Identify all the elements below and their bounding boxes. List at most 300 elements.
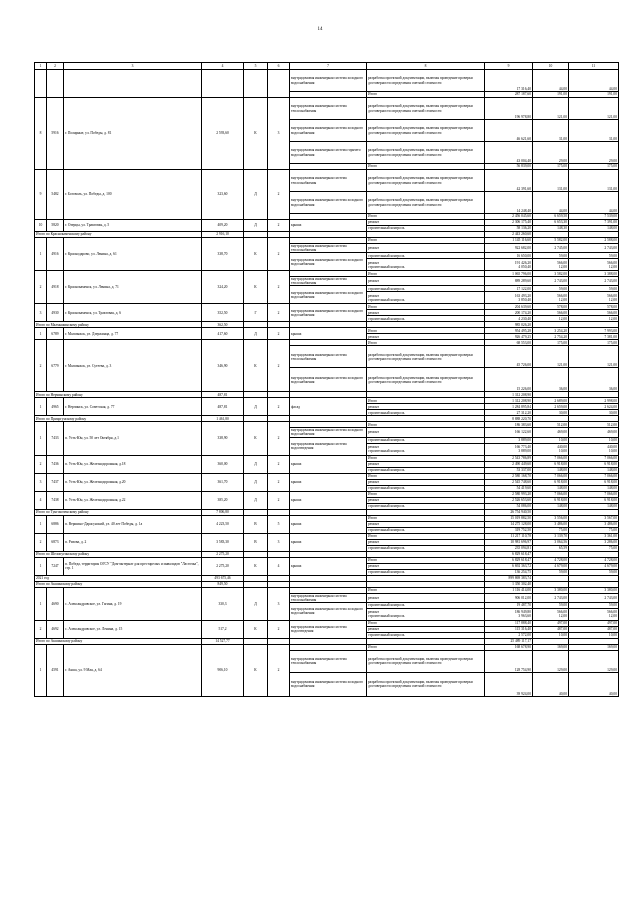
table-cell: ремонт строительный контроль — [367, 608, 485, 620]
table-cell: 36,00 — [569, 368, 619, 392]
table-cell: ремонт — [367, 404, 485, 410]
table-cell: 121,00 — [569, 98, 619, 120]
table-cell: 4930 — [47, 304, 64, 322]
table-cell: г. Малмыжск, ул. Дзержинца, д. 77 — [64, 328, 202, 340]
table-cell: 922 682,00 — [485, 244, 533, 253]
header-cell: 4 — [202, 63, 244, 70]
table-cell: 117 888,40 — [485, 620, 533, 626]
table-cell: 186 383,60 — [485, 422, 533, 428]
table-cell: 7438 — [47, 491, 64, 509]
table-cell: г. Краснокаменск, ул. Ленина, д. 71 — [64, 271, 202, 304]
table-cell: 2 — [268, 455, 290, 473]
table-cell: 3 064,56 — [533, 539, 569, 545]
table-cell: 2 — [35, 340, 47, 392]
table-cell: 42 391,60 — [485, 170, 533, 192]
table-cell: К — [244, 98, 268, 170]
table-cell: г. Краснокаменск, ул. Трактовая, д. 6 — [64, 304, 202, 322]
table-cell: 7433 — [47, 422, 64, 455]
table-cell: 10,00 — [569, 632, 619, 638]
table-cell: 2 743,00 — [569, 593, 619, 602]
table-cell: 3 380,00 — [533, 587, 569, 593]
table-cell: 168 678,90 — [485, 644, 533, 650]
table-cell: 469,00 — [533, 428, 569, 437]
table-cell: 497,00 — [569, 620, 619, 626]
table-cell: 6 918,00 — [533, 479, 569, 485]
table-cell: 1 — [35, 328, 47, 340]
table-cell: внутридомовая инженерная система холодного водоснабжения — [290, 286, 367, 304]
table-cell: 44,00 — [533, 192, 569, 214]
table-cell: 4918 — [47, 271, 64, 304]
table-cell: г. Акша, ул. 9 Мая, д. 64 — [64, 644, 202, 696]
table-cell: ремонт — [367, 593, 485, 602]
table-cell: 512,00 — [533, 422, 569, 428]
table-cell: внутридомовая инженерная система теплоснабжения — [290, 170, 367, 192]
table-cell: 1 065 796,00 — [485, 271, 533, 277]
table-cell: 204 639,60 — [485, 304, 533, 310]
header-cell: 7 — [290, 63, 367, 70]
table-cell: крыша — [290, 220, 367, 232]
table-cell: 6 653,30 — [533, 220, 569, 226]
table-cell: 2 — [268, 473, 290, 491]
table-cell: 148,30 — [533, 226, 569, 232]
table-cell: 487,00 — [533, 626, 569, 632]
table-cell: 175,00 — [533, 340, 569, 346]
table-cell: 360,00 — [202, 455, 244, 473]
table-cell: 2 — [268, 170, 290, 220]
header-cell: 11 — [569, 63, 619, 70]
table-cell: ремонт — [367, 428, 485, 437]
table-cell: 3 — [268, 98, 290, 170]
table-cell: Итого — [367, 164, 485, 170]
table-cell: 578,00 — [569, 304, 619, 310]
table-cell: 6886 — [47, 515, 64, 533]
header-cell: 1 — [35, 63, 47, 70]
table-cell: с. Александровское, ул. Ленина, д. 15 — [64, 620, 202, 638]
table-cell: 15 019 882,50 — [485, 515, 533, 521]
table-cell: 45 726,00 — [485, 346, 533, 368]
table-cell: внутридомовая инженерная система теплоснабжения — [290, 244, 367, 253]
table-cell: внутридомовая инженерная система теплоснабжения — [290, 98, 367, 120]
table-cell: строительный контроль — [367, 316, 485, 322]
table-cell: 10,00 — [569, 437, 619, 443]
table-cell: 129,00 — [569, 650, 619, 672]
table-cell: 2 490 449,60 — [485, 461, 533, 467]
header-cell: 2 — [47, 63, 64, 70]
table-cell: внутридомовая инженерная система холодного водоснабжения — [290, 70, 367, 92]
table-cell: 409,20 — [202, 220, 244, 232]
table-cell: Итого — [367, 455, 485, 461]
table-cell: 6779 — [47, 340, 64, 392]
table-cell: 29,00 — [569, 142, 619, 164]
table-cell: Итого по Акшинскому району — [35, 581, 202, 587]
table-cell: 6 829 618,47 — [485, 551, 533, 557]
table-cell: ремонт — [367, 277, 485, 286]
table-cell: 1 — [35, 515, 47, 533]
table-cell: К — [244, 620, 268, 638]
table-cell: ремонт — [367, 479, 485, 485]
table-cell: 1 — [35, 557, 47, 575]
table-cell: г. Полярные, ул. Победы, д. 81 — [64, 98, 202, 170]
table-cell: крыша — [290, 557, 367, 575]
table-cell: 5820 — [47, 220, 64, 232]
table-cell: 487,00 — [569, 626, 619, 632]
table-cell: ремонт — [367, 626, 485, 632]
table-cell: 29,00 — [533, 142, 569, 164]
table-row — [35, 170, 619, 192]
table-cell: 3 889,00 — [485, 437, 533, 443]
table-cell: Итого по Малмыжинскому району — [35, 322, 202, 328]
table-cell — [64, 70, 202, 98]
table-cell: Итого — [367, 644, 485, 650]
table-cell: г. Озерцы, ул. Трактовая, д. 5 — [64, 220, 202, 232]
table-cell: 2 659,00 — [533, 404, 569, 410]
table-cell: разработка проектной документации, включая проведение проверки достоверности определения сметной стоимости — [367, 170, 485, 192]
table-cell: К — [244, 644, 268, 696]
table-cell: В — [244, 533, 268, 551]
table-cell: внутридомовая инженерная система холодного водоснабжения — [290, 428, 367, 437]
table-cell: 7 381,00 — [569, 334, 619, 340]
table-cell: 2021 год — [35, 575, 202, 581]
table-cell: 6 918,00 — [569, 479, 619, 485]
table-cell: 148,00 — [533, 503, 569, 509]
table-cell: строительный контроль — [367, 467, 485, 473]
table-cell: 6873 — [47, 533, 64, 551]
table-cell: крыша — [290, 455, 367, 473]
table-cell: 954 495,28 — [485, 328, 533, 334]
table-cell — [268, 70, 290, 98]
table-cell: 497,00 — [533, 620, 569, 626]
table-cell: 2 306 175,40 — [485, 220, 533, 226]
table-cell: строительный контроль — [367, 503, 485, 509]
table-cell: 4 223,50 — [202, 515, 244, 533]
table-cell: 2 526 653,60 — [485, 497, 533, 503]
table-cell: 169,00 — [533, 644, 569, 650]
table-cell: Итого — [367, 491, 485, 497]
table-cell: 512,00 — [569, 422, 619, 428]
repair-register-table — [34, 62, 619, 697]
table-cell: 44,00 — [533, 70, 569, 92]
table-cell: 10,00 — [533, 437, 569, 443]
table-cell: фасад — [290, 398, 367, 416]
table-cell: 30,00 — [569, 410, 619, 416]
table-cell: 469,00 — [569, 428, 619, 437]
table-cell: г. Боговоль, ул. Победы, д. 100 — [64, 170, 202, 220]
table-cell: Итого — [367, 238, 485, 244]
table-cell: 75,00 — [569, 527, 619, 533]
table-cell: 75,00 — [569, 545, 619, 551]
table-cell: 2 545 748,60 — [485, 479, 533, 485]
table-cell: строительный контроль — [367, 286, 485, 292]
table-cell: 1 145 116,60 — [485, 238, 533, 244]
table-cell: ремонт — [367, 310, 485, 316]
table-cell: внутридомовая инженерная система холодного водоснабжения — [290, 602, 367, 620]
table-cell: 15 226,00 — [485, 368, 533, 392]
table-cell: 4916 — [47, 238, 64, 271]
table-cell: 4 728,00 — [533, 557, 569, 563]
table-cell: 2 — [268, 491, 290, 509]
table-cell: разработка проектной документации, включая проведение проверки достоверности определения сметной стоимости — [367, 672, 485, 696]
table-cell: ремонт — [367, 521, 485, 527]
table-cell: 36,00 — [533, 368, 569, 392]
table-cell: крыша — [290, 473, 367, 491]
table-cell: Итого — [367, 533, 485, 539]
table-cell: 487,81 — [202, 398, 244, 416]
table-cell: 2 588,00 — [569, 238, 619, 244]
table-cell: 1 — [35, 644, 47, 696]
table-cell: 4 — [268, 557, 290, 575]
table-cell: ремонт — [367, 563, 485, 569]
table-cell: 440,00 10,00 — [533, 443, 569, 455]
table-cell: 7 391,00 — [569, 220, 619, 226]
table-cell: 2 745,00 — [533, 244, 569, 253]
table-cell: 136 254,75 — [485, 569, 533, 575]
table-cell: 3 582,00 — [533, 271, 569, 277]
table-cell: 128 754,90 — [485, 650, 533, 672]
table-cell: 235 094,81 — [485, 545, 533, 551]
table-cell: 148,00 — [569, 485, 619, 491]
table-cell: 54 419,60 — [485, 485, 533, 491]
table-cell: г. Малмыжск, ул. Сутеева, д. 3 — [64, 340, 202, 392]
table-cell: ремонт — [367, 497, 485, 503]
table-cell: 849,50 — [202, 581, 244, 587]
table-cell: 4690 — [47, 587, 64, 620]
table-cell: 1 — [35, 238, 47, 271]
table-cell: 17 316,40 — [485, 70, 533, 92]
table-cell: Итого — [367, 473, 485, 479]
table-cell: 440,00 10,00 — [569, 443, 619, 455]
table-cell: 59,00 — [533, 253, 569, 259]
table-cell: 2 743,00 — [533, 593, 569, 602]
table-cell: г. Нерчинск, ул. Советская, д. 77 — [64, 398, 202, 416]
table-cell: 196 978,80 — [485, 98, 533, 120]
table-cell: 1 284 895,84 — [485, 404, 533, 410]
table-cell: Итого — [367, 557, 485, 563]
table-cell — [47, 70, 64, 98]
table-cell: п. Усть-Юн, ул. Железнодорожная, д.22 — [64, 491, 202, 509]
table-cell: 2 743,00 — [569, 244, 619, 253]
table-cell: 2 — [35, 271, 47, 304]
table-cell: 7 066,00 — [569, 491, 619, 497]
table-cell: ремонт — [367, 220, 485, 226]
table-cell: 186 949,80 3 963,60 — [485, 608, 533, 620]
table-cell: строительный контроль — [367, 632, 485, 638]
table-cell: 11 217 110,78 — [485, 533, 533, 539]
table-cell: разработка проектной документации, включая проведение проверки достоверности определения сметной стоимости — [367, 120, 485, 142]
table-cell: 330,3 — [202, 587, 244, 620]
table-cell: внутридомовая инженерная система холодного водоснабжения — [290, 120, 367, 142]
table-cell: 1 461,80 — [202, 416, 244, 422]
table-cell: 2 — [268, 422, 290, 455]
table-cell: 46 621,60 — [485, 120, 533, 142]
table-cell: строительный контроль — [367, 437, 485, 443]
table-cell: 4591 — [47, 644, 64, 696]
table-cell: 175,00 — [533, 164, 569, 170]
table-cell: Итого — [367, 271, 485, 277]
table-cell: внутридомовая инженерная система теплоснабжения — [290, 650, 367, 672]
table-cell: 4 679,00 — [569, 563, 619, 569]
table-cell: 59,00 — [569, 569, 619, 575]
header-cell: 9 — [485, 63, 533, 70]
header-cell: 10 — [533, 63, 569, 70]
table-cell: 926 479,25 — [485, 334, 533, 340]
table-cell: 19 487,70 — [485, 602, 533, 608]
table-cell: строительный контроль — [367, 569, 485, 575]
table-cell: Итого — [367, 587, 485, 593]
table-cell: Д — [244, 220, 268, 232]
table-cell: ремонт строительный контроль — [367, 292, 485, 304]
table-cell: 39 924,00 — [485, 672, 533, 696]
table-cell: 14 248,40 — [485, 192, 533, 214]
table-cell: 5 — [268, 515, 290, 533]
table-cell: 59,00 — [533, 602, 569, 608]
table-cell: Итого по Краснокаменскому району — [35, 232, 202, 238]
table-cell: К — [244, 271, 268, 304]
page-number: 14 — [317, 27, 323, 32]
table-cell: Итого — [367, 304, 485, 310]
table-cell: 7 066,00 — [569, 473, 619, 479]
table-cell: 7 066,00 — [533, 455, 569, 461]
table-cell: крыша — [290, 491, 367, 509]
table-cell: 30,00 — [533, 410, 569, 416]
table-cell: 361,70 — [202, 473, 244, 491]
table-cell: 68 553,00 — [485, 340, 533, 346]
table-row — [35, 304, 619, 310]
table-cell: 985 026,20 — [485, 322, 533, 328]
table-cell: 323,60 — [202, 170, 244, 220]
table-cell: 75,00 — [533, 527, 569, 533]
table-cell: внутридомовая инженерная система холодного водоснабжения — [290, 253, 367, 271]
table-cell: 10,00 — [533, 632, 569, 638]
table-cell: 16 650,00 — [485, 253, 533, 259]
table-cell: 65,59 — [533, 545, 569, 551]
table-cell: разработка проектной документации, включая проведение проверки достоверности определения сметной стоимости — [367, 98, 485, 120]
table-cell: 6 918,00 — [569, 497, 619, 503]
table-cell: 2 — [268, 644, 290, 696]
header-cell: 8 — [367, 63, 485, 70]
table-cell: 2 — [35, 620, 47, 638]
table-cell: 6 918,00 — [569, 461, 619, 467]
table-cell: 3 486,00 — [533, 521, 569, 527]
table-cell: строительный контроль — [367, 226, 485, 232]
table-cell: 7 066,00 — [533, 491, 569, 497]
table-cell: внутридомовая инженерная система холодного водоснабжения — [290, 192, 367, 214]
table-cell: 2 916,10 — [202, 232, 244, 238]
table-cell: Д — [244, 170, 268, 220]
table-cell: 175,00 — [569, 164, 619, 170]
table-cell: 324,20 — [202, 271, 244, 304]
table-cell: 59,00 — [533, 569, 569, 575]
table-cell: 1 116 414,00 — [485, 587, 533, 593]
table-cell: 4692 — [47, 620, 64, 638]
table-cell: Д — [244, 491, 268, 509]
table-cell: 2 275,20 — [202, 557, 244, 575]
table-cell: Д — [244, 455, 268, 473]
table-cell: 191,00 — [569, 92, 619, 98]
table-cell: п. Усть-Юн, ул. 50 лет Октября, д.1 — [64, 422, 202, 455]
table-cell: ремонт строительный контроль — [367, 443, 485, 455]
table-cell: разработка проектной документации, включая проведение проверки достоверности определения сметной стоимости — [367, 346, 485, 368]
table-cell: Г — [244, 304, 268, 322]
table-cell: 3 — [35, 304, 47, 322]
table-cell: п. Победа, территория ОГСУ "Дом-интернат для престарелых и инвалидов "Ласточка", стр. 1 — [64, 557, 202, 575]
table-cell: 906,10 — [202, 644, 244, 696]
table-cell: 889 289,60 — [485, 277, 533, 286]
table-cell: 2 — [35, 455, 47, 473]
table-cell: 566,00 — [533, 310, 569, 316]
table-cell: К — [244, 238, 268, 271]
table-cell: 31,00 — [533, 120, 569, 142]
table-cell: К — [244, 340, 268, 392]
table-cell: 566,00 12,00 — [533, 259, 569, 271]
table-cell: крыша — [290, 328, 367, 340]
table-cell: 59,00 — [569, 253, 619, 259]
table-cell: 2 754,20 — [533, 334, 569, 340]
table-cell: 5916 — [47, 98, 64, 170]
table-cell: 44,00 — [569, 70, 619, 92]
table-cell: внутридомовая инженерная система теплоснабжения — [290, 277, 367, 286]
table-cell: внутридомовая инженерная система горячего водоснабжения — [290, 142, 367, 164]
table-cell: 1 312 208,90 — [485, 392, 533, 398]
table-cell: 191,00 — [533, 92, 569, 98]
header-row — [35, 63, 619, 70]
table-cell: Итого по Тунгокоченскому району — [35, 509, 202, 515]
table-cell: 487,81 — [202, 392, 244, 398]
table-cell: 25 489 117,17 — [485, 638, 533, 644]
table-cell — [244, 70, 268, 98]
table-cell: 17 122,00 — [485, 286, 533, 292]
table-cell: 148,00 — [533, 467, 569, 473]
table-cell — [35, 70, 47, 98]
table-cell: К — [244, 422, 268, 455]
table-cell: 56 839,00 — [485, 164, 533, 170]
table-cell: разработка проектной документации, включая проведение проверки достоверности определения сметной стоимости — [367, 650, 485, 672]
table-cell: 3 583,30 — [202, 533, 244, 551]
table-cell: 4 728,00 — [569, 557, 619, 563]
table-cell: 2 543 786,89 — [485, 455, 533, 461]
table-cell: разработка проектной документации, включая проведение проверки достоверности определения сметной стоимости — [367, 70, 485, 92]
table-cell: 7436 — [47, 455, 64, 473]
table-cell: внутридомовая инженерная система холодного водоснабжения — [290, 368, 367, 392]
table-cell: п. Вершино-Дарасунский, ул. 40 лет Победы, д. 1а — [64, 515, 202, 533]
table-cell: 163 493,20 3 850,40 — [485, 292, 533, 304]
table-cell: 166 122,60 — [485, 428, 533, 437]
table-cell: 5 582,00 — [533, 238, 569, 244]
table-cell: внутридомовая инженерная система теплоснабжения — [290, 346, 367, 368]
table-cell: 1 — [35, 422, 47, 455]
table-cell: 10 981 696,97 — [485, 539, 533, 545]
table-cell: 3 286,00 — [569, 539, 619, 545]
table-cell: 4965 — [47, 398, 64, 416]
table-cell: 566,00 12,00 — [569, 292, 619, 304]
table-cell: 121,00 — [533, 98, 569, 120]
table-cell: разработка проектной документации, включая проведение проверки достоверности определения сметной стоимости — [367, 368, 485, 392]
table-cell: 191 426,20 4 050,40 — [485, 259, 533, 271]
table-cell: 346,90 — [202, 340, 244, 392]
table-cell: 148,00 — [533, 485, 569, 491]
table-cell: 40,00 — [533, 672, 569, 696]
table-cell: 31,00 — [569, 120, 619, 142]
table-cell: 899 869 383,74 — [485, 575, 533, 581]
table-cell: Итого — [367, 515, 485, 521]
table-cell: 8 888 220,70 — [485, 416, 533, 422]
table-cell: 7 066,00 — [533, 473, 569, 479]
table-cell: 40,00 — [569, 672, 619, 696]
table-cell: п. Усть-Юн, ул. Железнодорожная, д.20 — [64, 473, 202, 491]
table-cell: 14 527,77 — [202, 638, 244, 644]
table-cell: 121,00 — [569, 346, 619, 368]
table-cell: разработка проектной документации, включая проведение проверки достоверности определения сметной стоимости — [367, 142, 485, 164]
table-cell: ремонт строительный контроль — [367, 259, 485, 271]
